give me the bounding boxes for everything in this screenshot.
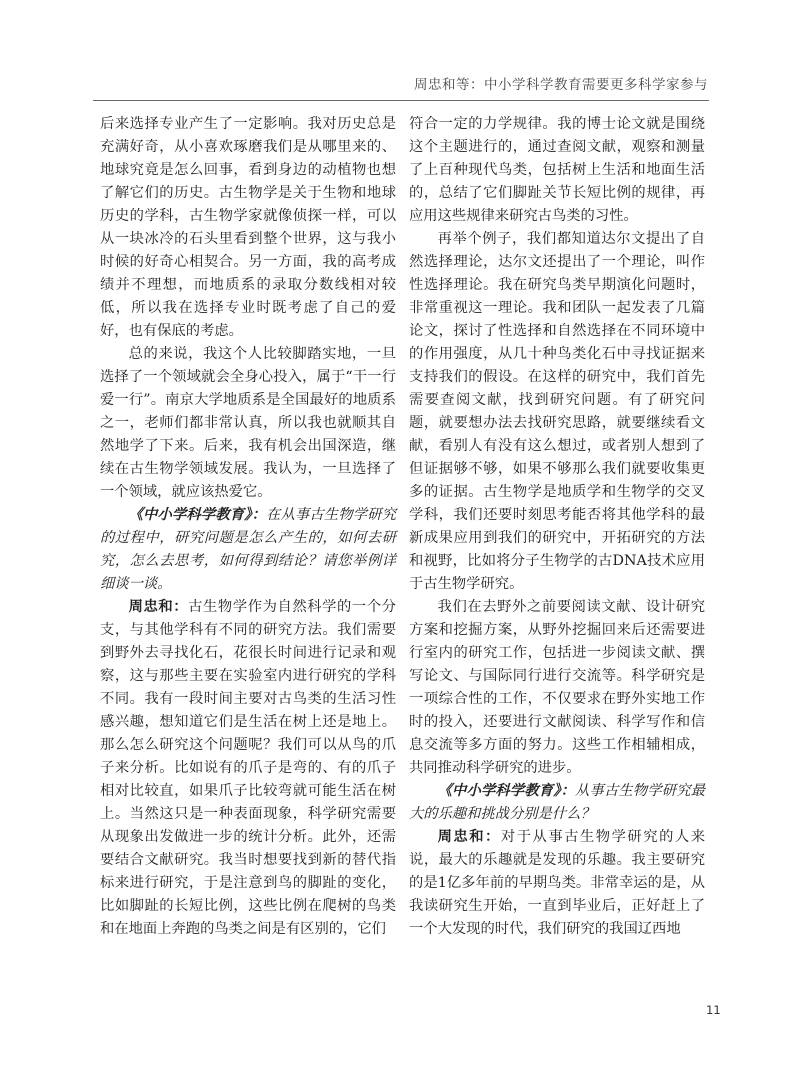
paragraph: 后来选择专业产生了一定影响。我对历史总是充满好奇，从小喜欢琢磨我们是从哪里来的、地球究竟是怎么回事，看到身边的动植物也想了解它们的历史。古生物学是关于生物和地球历史的学科，古生物学家就像侦探一样，可以从一块冰冷的石头里看到整个世界，这与我小时候的好奇心相契合。另一方面，我的高考成绩并不理想，而地质系的录取分数线相对较低，所以我在选择专业时既考虑了自己的爱好，也有保底的考虑。 xyxy=(100,116,396,339)
paragraph: 总的来说，我这个人比较脚踏实地，一旦选择了一个领域就会全身心投入，属于“干一行爱一行”。南京大学地质系是全国最好的地质系之一，老师们都非常认真，所以我也就顺其自然地学了下来。后来，我有机会出国深造，继续在古生物学领域发展。我认为，一旦选择了一个领域，就应该热爱它。 xyxy=(100,346,396,500)
interview-answer xyxy=(409,826,705,941)
answer-speaker: 周忠和： xyxy=(128,599,189,615)
question-text: 从事古生物学研究最大的乐趣和挑战分别是什么？ xyxy=(409,783,705,822)
interview-question xyxy=(409,780,705,826)
answer-speaker: 周忠和： xyxy=(437,829,501,845)
right-column xyxy=(409,113,705,941)
paragraph: 再举个例子，我们都知道达尔文提出了自然选择理论，达尔文还提出了一个理论，叫作性选择理论。我在研究鸟类早期演化问题时，非常重视这一理论。我和团队一起发表了几篇论文，探讨了性选择和自然选择在不同环境中的作用强度，从几十种鸟类化石中寻找证据来支持我们的假设。在这样的研究中，我们首先需要查阅文献，找到研究问题。有了研究问题，就要想办法去找研究思路，就要继续看文献，看别人有没有这么想过，或者别人想到了但证据够不够，如果不够那么我们就要收集更多的证据。古生物学是地质学和生物学的交叉学科，我们还要时刻思考能否将其他学科的最新成果应用到我们的研究中，开拓研究的方法和视野，比如将分子生物学的古DNA技术应用于古生物学研究。 xyxy=(409,231,705,592)
question-text: 在从事古生物学研究的过程中，研究问题是怎么产生的，如何去研究，怎么去思考，如何得到结论？请您举例详细谈一谈。 xyxy=(100,507,396,592)
paragraph: 符合一定的力学规律。我的博士论文就是围绕这个主题进行的，通过查阅文献，观察和测量了上百种现代鸟类，包括树上生活和地面生活的，总结了它们脚趾关节长短比例的规律，再应用这些规律来研究古鸟类的习性。 xyxy=(409,116,705,224)
question-speaker: 《中小学科学教育》： xyxy=(437,783,576,799)
header-rule xyxy=(93,100,709,101)
page-number: 11 xyxy=(706,1003,721,1017)
answer-text: 对于从事古生物学研究的人来说，最大的乐趣就是发现的乐趣。我主要研究的是1亿多年前的早期鸟类。非常幸运的是，从我读研究生开始，一直到毕业后，正好赶上了一个大发现的时代，我们研究的我国辽西地 xyxy=(409,829,706,937)
left-column xyxy=(100,113,396,941)
running-header: 周忠和等：中小学科学教育需要更多科学家参与 xyxy=(414,77,708,93)
paragraph: 我们在去野外之前要阅读文献、设计研究方案和挖掘方案，从野外挖掘回来后还需要进行室内的研究工作，包括进一步阅读文献、撰写论文、与国际同行进行交流等。科学研究是一项综合性的工作，不仅要求在野外实地工作时的投入，还要进行文献阅读、科学写作和信息交流等多方面的努力。这些工作相辅相成，共同推动科学研究的进步。 xyxy=(409,599,705,776)
interview-answer xyxy=(100,596,396,941)
answer-text: 古生物学作为自然科学的一个分支，与其他学科有不同的研究方法。我们需要到野外去寻找化石，花很长时间进行记录和观察，这与那些主要在实验室内进行研究的学科不同。我有一段时间主要对古鸟类的生活习性感兴趣，想知道它们是生活在树上还是地上。那么怎么研究这个问题呢？我们可以从鸟的爪子来分析。比如说有的爪子是弯的、有的爪子相对比较直，如果爪子比较弯就可能生活在树上。当然这只是一种表面现象，科学研究需要从现象出发做进一步的统计分析。此外，还需要结合文献研究。我当时想要找到新的替代指标来进行研究，于是注意到鸟的脚趾的变化，比如脚趾的长短比例，这些比例在爬树的鸟类和在地面上奔跑的鸟类之间是有区别的，它们 xyxy=(100,599,397,937)
question-speaker: 《中小学科学教育》： xyxy=(128,507,267,523)
interview-question xyxy=(100,504,396,596)
